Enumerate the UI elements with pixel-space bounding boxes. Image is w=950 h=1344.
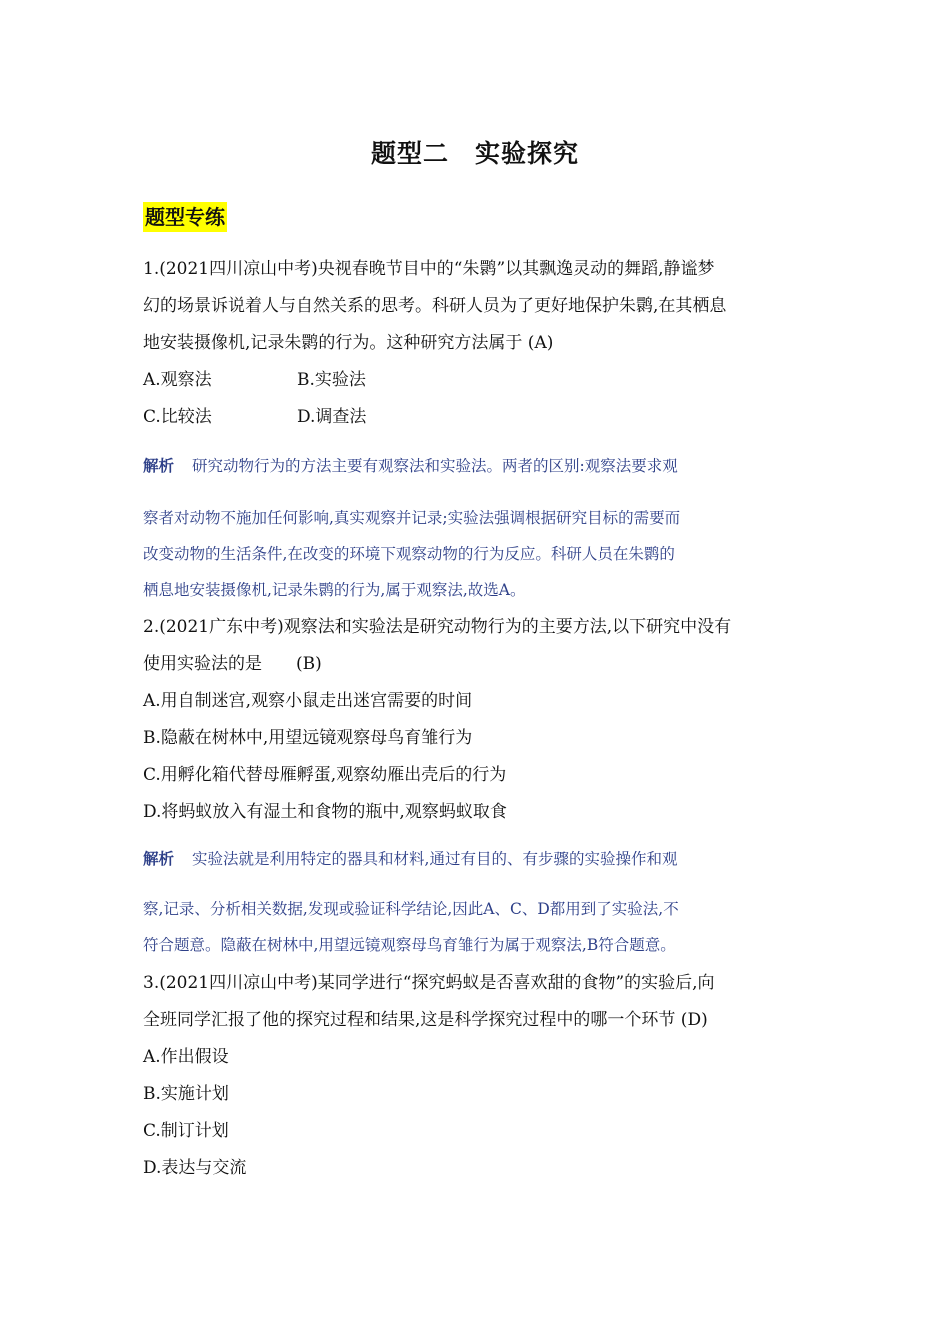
analysis-2 <box>143 841 807 963</box>
analysis-line: 符合题意。隐蔽在树林中,用望远镜观察母鸟育雏行为属于观察法,B符合题意。 <box>143 936 676 954</box>
question-text-line: 幻的场景诉说着人与自然关系的思考。科研人员为了更好地保护朱鹮,在其栖息 <box>143 296 727 316</box>
option-d: D.调查法 <box>297 407 367 427</box>
option-c: C.制订计划 <box>143 1121 229 1141</box>
option-a: A.作出假设 <box>143 1047 229 1067</box>
question-text-line: 使用实验法的是 (B) <box>143 654 322 674</box>
analysis-tag: 解析 <box>143 850 175 868</box>
option-row <box>143 399 807 436</box>
question-text-line: 2.(2021广东中考)观察法和实验法是研究动物行为的主要方法,以下研究中没有 <box>143 617 732 637</box>
question-text-line: 地安装摄像机,记录朱鹮的行为。这种研究方法属于 (A) <box>143 333 554 353</box>
option-b: B.隐蔽在树林中,用望远镜观察母鸟育雏行为 <box>143 728 473 748</box>
analysis-1 <box>143 448 807 608</box>
analysis-line <box>143 448 807 484</box>
section-label-highlight: 题型专练 <box>143 202 227 232</box>
option-a: A.观察法 <box>143 370 212 390</box>
analysis-line: 察,记录、分析相关数据,发现或验证科学结论,因此A、C、D都用到了实验法,不 <box>143 900 679 918</box>
question-2 <box>143 609 807 831</box>
option-c: C.用孵化箱代替母雁孵蛋,观察幼雁出壳后的行为 <box>143 765 507 785</box>
analysis-tag: 解析 <box>143 457 175 475</box>
question-text-line: 全班同学汇报了他的探究过程和结果,这是科学探究过程中的哪一个环节 (D) <box>143 1010 708 1030</box>
question-text-line: 3.(2021四川凉山中考)某同学进行“探究蚂蚁是否喜欢甜的食物”的实验后,向 <box>143 973 715 993</box>
option-b: B.实施计划 <box>143 1084 229 1104</box>
option-d: D.将蚂蚁放入有湿土和食物的瓶中,观察蚂蚁取食 <box>143 802 507 822</box>
option-a: A.用自制迷宫,观察小鼠走出迷宫需要的时间 <box>143 691 473 711</box>
option-d: D.表达与交流 <box>143 1158 247 1178</box>
option-b: B.实验法 <box>297 370 366 390</box>
analysis-text: 实验法就是利用特定的器具和材料,通过有目的、有步骤的实验操作和观 <box>192 850 678 868</box>
analysis-line: 栖息地安装摄像机,记录朱鹮的行为,属于观察法,故选A。 <box>143 581 526 599</box>
analysis-line: 察者对动物不施加任何影响,真实观察并记录;实验法强调根据研究目标的需要而 <box>143 509 681 527</box>
page-title: 题型二 实验探究 <box>370 139 579 168</box>
analysis-line: 改变动物的生活条件,在改变的环境下观察动物的行为反应。科研人员在朱鹮的 <box>143 545 675 563</box>
analysis-text: 研究动物行为的方法主要有观察法和实验法。两者的区别:观察法要求观 <box>192 457 678 475</box>
option-c: C.比较法 <box>143 407 212 427</box>
option-row <box>143 362 807 399</box>
question-1 <box>143 251 807 436</box>
analysis-line <box>143 841 807 877</box>
question-3 <box>143 965 807 1187</box>
question-text-line: 1.(2021四川凉山中考)央视春晚节目中的“朱鹮”以其飘逸灵动的舞蹈,静谧梦 <box>143 259 715 279</box>
